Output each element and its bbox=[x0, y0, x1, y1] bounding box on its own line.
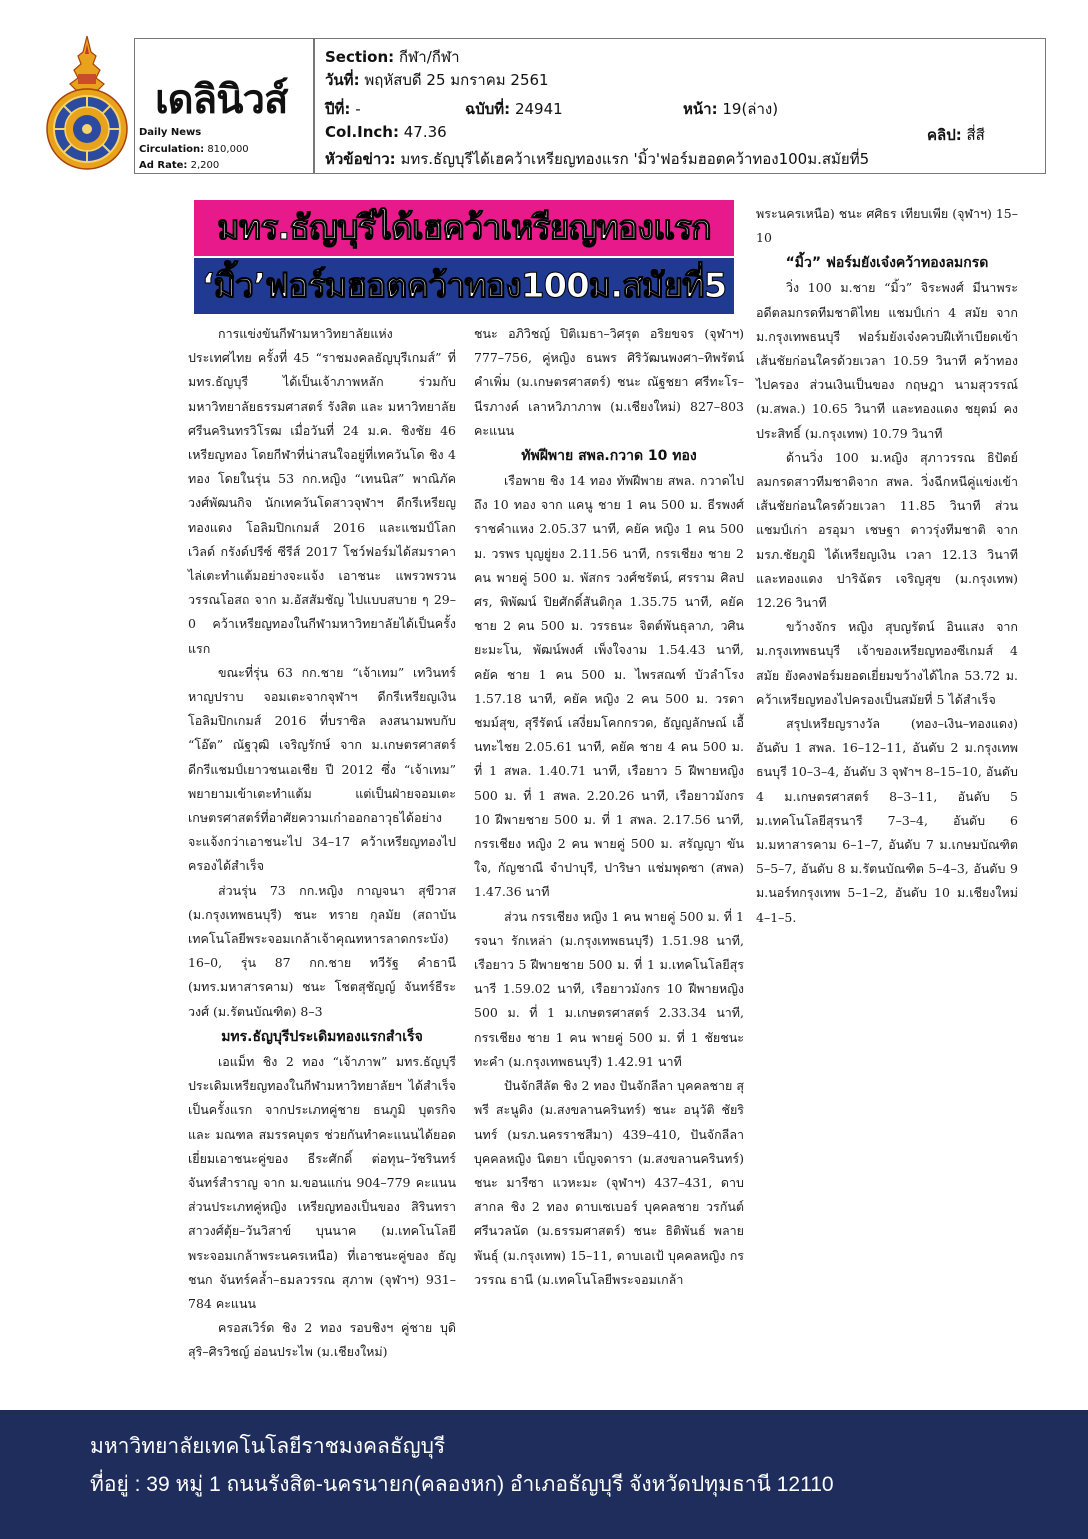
year-value: - bbox=[355, 100, 361, 118]
meta-headline bbox=[325, 147, 869, 171]
issue-label: ฉบับที่: bbox=[465, 100, 511, 118]
paragraph: ชนะ อภิวิชญ์ ปิติเมธา–วิศรุต อริยขจร (จุฬาฯ) 777–756, คู่หญิง ธนพร ศิริวัฒนพงศา–ทิพรัตน์ คำเพิ่ม (ม.เกษตรศาสตร์) ชนะ ณัฐชยา ศรีทะโร–นีรภางค์ เลาหวิภาภาพ (ม.เชียงใหม่) 827–803 คะแนน bbox=[474, 326, 744, 438]
masthead-box bbox=[134, 38, 314, 174]
headline-value: มทร.ธัญบุรีได้เฮคว้าเหรียญทองแรก 'มิ้ว'ฟอร์มฮอตคว้าทอง100ม.สมัยที่5 bbox=[400, 150, 870, 168]
meta-date bbox=[325, 68, 549, 92]
paragraph: ส่วน กรรเชียง หญิง 1 คน พายคู่ 500 ม. ที่ 1 รจนา รักเหล่า (ม.กรุงเทพธนบุรี) 1.51.98 นาที, เรือยาว 5 ฝีพายชาย 500 ม. ที่ 1 ม.เทคโนโลยีสุรนารี 1.59.02 นาที, เรือยาวมังกร 10 ฝีพายหญิง 500 ม. ที่ 1 ม.เกษตรศาสตร์ 2.33.34 นาที, กรรเชียง ชาย 1 คน พายคู่ 500 ม. ที่ 1 ชัยชนะ ทะคำ (ม.กรุงเทพธนบุรี) 1.42.91 นาที bbox=[474, 908, 744, 1069]
article-column-1 bbox=[188, 322, 456, 1365]
meta-year bbox=[325, 97, 361, 121]
circulation-value: 810,000 bbox=[207, 144, 249, 155]
meta-colinch bbox=[325, 123, 447, 141]
meta-issue bbox=[465, 97, 563, 121]
ad-rate-value: 2,200 bbox=[190, 160, 220, 171]
newspaper-brand bbox=[139, 127, 201, 138]
meta-clip bbox=[927, 123, 985, 147]
headline-banner-pink: มทร.ธัญบุรีได้เฮคว้าเหรียญทองแรก bbox=[194, 200, 734, 256]
circulation bbox=[139, 144, 249, 155]
clip-value: สี่สี bbox=[966, 126, 985, 144]
paragraph: วิ่ง 100 ม.ชาย “มิ้ว” จิระพงศ์ มีนาพระ อดีตลมกรดทีมชาติไทย แชมป์เก่า 4 สมัย จาก ม.กรุงเทพธนบุรี ฟอร์มยังเจ๋งควบฝีเท้าเบียดเข้าเส้นชัยก่อนใครด้วยเวลา 10.59 วินาที คว้าทองไปครอง ส่วนเงินเป็นของ กฤษฎา นามสุวรรณ์ (ม.สพล.) 10.65 วินาที และทองแดง ชยุตม์ คงประสิทธิ์ (ม.กรุงเทพ) 10.79 วินาที bbox=[756, 280, 1018, 441]
newspaper-name: เดลินิวส์ bbox=[155, 77, 288, 123]
colinch-value: 47.36 bbox=[403, 123, 447, 141]
paragraph: สรุปเหรียญรางวัล (ทอง–เงิน–ทองแดง) อันดับ 1 สพล. 16–12–11, อันดับ 2 ม.กรุงเทพธนบุรี 10–3–4, อันดับ 3 จุฬาฯ 8–15–10, อันดับ 4 ม.เกษตรศาสตร์ 8–3–11, อันดับ 5 ม.เทคโนโลยีสุรนารี 7–3–4, อันดับ 6 ม.มหาสารคาม 6–1–7, อันดับ 7 ม.เกษมบัณฑิต 5–5–7, อันดับ 8 ม.รัตนบัณฑิต 5–4–3, อันดับ 9 ม.นอร์ทกรุงเทพ 5–1–2, อันดับ 10 ม.เชียงใหม่ 4–1–5. bbox=[756, 716, 1018, 925]
brand-text: Daily News bbox=[139, 127, 202, 138]
article-column-3 bbox=[756, 202, 1018, 930]
subheading: ทัพฝีพาย สพล.กวาด 10 ทอง bbox=[521, 448, 697, 465]
date-label: วันที่: bbox=[325, 71, 360, 89]
ad-rate-label: Ad Rate: bbox=[139, 160, 188, 171]
footer-bar bbox=[0, 1410, 1088, 1539]
issue-value: 24941 bbox=[514, 100, 563, 118]
circulation-label: Circulation: bbox=[139, 144, 205, 155]
paragraph: ปันจักสีลัต ชิง 2 ทอง ปันจักลีลา บุคคลชาย สุพรี สะนูดิง (ม.สงขลานครินทร์) ชนะ อนุวัติ ชัยรินทร์ (มรภ.นครราชสีมา) 439–410, ปันจักลีลา บุคคลหญิง นิตยา เบ็ญจดารา (ม.สงขลานครินทร์) ชนะ มารีซา แวหะมะ (จุฬาฯ) 437–431, ดาบสากล ชิง 2 ทอง ดาบเซเบอร์ บุคคลชาย วรกันต์ ศรีนวลนัด (ม.ธรรมศาสตร์) ชนะ ธิติพันธ์ พลายพันธุ์ (ม.กรุงเทพ) 15–11, ดาบเอเป้ บุคคลหญิง กรวรรณ ธานี (ม.เทคโนโลยีพระจอมเกล้า bbox=[474, 1078, 744, 1287]
clip-label: คลิป: bbox=[927, 126, 962, 144]
paragraph: ด้านวิ่ง 100 ม.หญิง สุภาวรรณ ธิปัตย์ ลมกรดสาวทีมชาติจาก สพล. วิ่งฉีกหนีคู่แข่งเข้าเส้นชัยก่อนใครด้วยเวลา 11.85 วินาที ส่วนแชมป์เก่า อรอุมา เชษฐา ดาวรุ่งทีมชาติ จาก มรภ.ชัยภูมิ ได้เหรียญเงิน เวลา 12.13 วินาที และทองแดง ปาริฉัตร เจริญสุข (ม.กรุงเทพ) 12.26 วินาที bbox=[756, 449, 1018, 611]
paragraph: เรือพาย ชิง 14 ทอง ทัพฝีพาย สพล. กวาดไปถึง 10 ทอง จาก แคนู ชาย 1 คน 500 ม. ธีรพงศ์ ราชคำแหง 2.05.37 นาที, คยัค หญิง 1 คน 500 ม. วรพร บุญยู่ยง 2.11.56 นาที, กรรเชียง ชาย 2 คน พายคู่ 500 ม. พัสกร วงศ์ชรัตน์, ศรราม ศิลปศร, พิพัฒน์ ปิยศักดิ์สันติกุล 1.35.75 นาที, คยัค ชาย 2 คน 500 ม. วรรธนะ จิตต์พันธุลาภ, วศิน ยะมะโน, พัฒน์พงศ์ เพ็งใจงาม 1.54.43 นาที, คยัค ชาย 1 คน 500 ม. ไพรสณฑ์ บัวลำโรง 1.57.18 นาที, คยัค หญิง 2 คน 500 ม. วรดา ชมม์สุข, สุรีรัตน์ เสงี่ยมโคกกรวด, ธัญญลักษณ์ เอื้นทะไชย 2.05.61 นาที, คยัค ชาย 4 คน 500 ม. ที่ 1 สพล. 1.40.71 นาที, เรือยาว 5 ฝีพายหญิง 500 ม. ที่ 1 สพล. 2.20.26 นาที, เรือยาวมังกร 10 ฝีพายชาย 500 ม. ที่ 1 สพล. 2.17.56 นาที, กรรเชียง หญิง 2 คน พายคู่ 500 ม. สรัญญา ขันใจ, กัญชาณี จำปาบุรี, ปาริษา แช่มพุดซา (สพล) 1.47.36 นาที bbox=[474, 473, 744, 900]
paragraph: ส่วนรุ่น 73 กก.หญิง กาญจนา สุขีวาส (ม.กรุงเทพธนบุรี) ชนะ ทราย กุลมัย (สถาบันเทคโนโลยีพระจอมเกล้าเจ้าคุณทหารลาดกระบัง) 16–0, รุ่น 87 กก.ชาย ทวีรัฐ คำธานี (มทร.มหาสารคาม) ชนะ โชตสุชัญญ์ จันทร์ธีระวงศ์ (ม.รัตนบัณฑิต) 8–3 bbox=[188, 882, 456, 1019]
paragraph: ขว้างจักร หญิง สุบญรัตน์ อินแสง จาก ม.กรุงเทพธนบุรี เจ้าของเหรียญทองซีเกมส์ 4 สมัย ยังคงฟอร์มยอดเยี่ยมขว้างได้ไกล 53.72 ม. คว้าเหรียญทองไปครองเป็นสมัยที่ 5 ได้สำเร็จ bbox=[756, 619, 1018, 707]
paragraph: พระนครเหนือ) ชนะ ศศิธร เทียบเพีย (จุฬาฯ) 15–10 bbox=[756, 206, 1018, 246]
paragraph: การแข่งขันกีฬามหาวิทยาลัยแห่งประเทศไทย ครั้งที่ 45 “ราชมงคลธัญบุรีเกมส์” ที่ มทร.ธัญบุรี ได้เป็นเจ้าภาพหลัก ร่วมกับมหาวิทยาลัยธรรมศาสตร์ รังสิต และ มหาวิทยาลัยศรีนครินทรวิโรฒ เมื่อวันที่ 24 ม.ค. ชิงชัย 46 เหรียญทอง โดยกีฬาที่น่าสนใจอยู่ที่เทควันโด ชิง 4 ทอง โดยในรุ่น 53 กก.หญิง “เทนนิส” พาณิภัค วงศ์พัฒนกิจ นักเทควันโดสาวจุฬาฯ ดีกรีเหรียญทองแดง โอลิมปิกเกมส์ 2016 และแชมป์โลก เวิลด์ กรังด์ปรีซ์ ซีรีส์ 2017 โชว์ฟอร์มได้สมราคาไล่เตะทำแต้มอย่างจะแจ้ง เอาชนะ แพรวพรวน วรรณโอสถ จาก ม.อัสสัมชัญ ไปแบบสบาย ๆ 29–0 คว้าเหรียญทองในกีฬามหาวิทยาลัยได้เป็นครั้งแรก bbox=[188, 326, 456, 656]
footer-address: ที่อยู่ : 39 หมู่ 1 ถนนรังสิต-นครนายก(คลองหก) อำเภอธัญบุรี จังหวัดปทุมธานี 12110 bbox=[90, 1473, 834, 1496]
paragraph: ขณะที่รุ่น 63 กก.ชาย “เจ้าเทม” เทวินทร์ หาญปราบ จอมเตะจากจุฬาฯ ดีกรีเหรียญเงินโอลิมปิกเกมส์ 2016 ที่บราซิล ลงสนามพบกับ “โอ๊ต” ณัฐวุฒิ เจริญรักษ์ จาก ม.เกษตรศาสตร์ ดีกรีแชมป์เยาวชนเอเชีย ปี 2012 ซึ่ง “เจ้าเทม” พยายามเข้าเตะทำแต้ม แต่เป็นฝ่ายจอมเตะเกษตรศาสตร์ที่อาศัยความเก๋าออกอาวุธได้อย่างจะแจ้งกว่าเอาชนะไป 34–17 คว้าเหรียญทองไปครองได้สำเร็จ bbox=[188, 664, 456, 874]
meta-page bbox=[683, 97, 778, 121]
meta-section bbox=[325, 45, 460, 69]
headline-label: หัวข้อข่าว: bbox=[325, 150, 396, 168]
ad-rate bbox=[139, 160, 219, 171]
headline-banner-blue: ‘มิ้ว’ฟอร์มฮอตคว้าทอง100ม.สมัยที่5 bbox=[194, 258, 734, 314]
page-label: หน้า: bbox=[683, 100, 718, 118]
subheading: “มิ้ว” ฟอร์มยังเจ๋งคว้าทองลมกรด bbox=[785, 255, 989, 272]
paragraph: เอแม็ท ชิง 2 ทอง “เจ้าภาพ” มทร.ธัญบุรี ประเดิมเหรียญทองในกีฬามหาวิทยาลัยฯ ได้สำเร็จเป็นครั้งแรก จากประเภทคู่ชาย ธนภูมิ บุตรกิจ และ มณฑล สมรรคบุตร ช่วยกันทำคะแนนได้ยอดเยี่ยมเอาชนะคู่ของ ธีระศักดิ์ ต่อทุน–วัชรินทร์ จันทร์สำราญ จาก ม.ขอนแก่น 904–779 คะแนน ส่วนประเภทคู่หญิง เหรียญทองเป็นของ สิรินทรา สาวงศ์ตุ้ย–วันวิสาข์ บุนนาค (ม.เทคโนโลยีพระจอมเกล้าพระนครเหนือ) ที่เอาชนะคู่ของ ธัญชนก จันทร์คล้ำ–ธมลวรรณ สุภาพ (จุฬาฯ) 931–784 คะแนน bbox=[188, 1053, 456, 1311]
article-column-2 bbox=[474, 322, 744, 1292]
section-value: กีฬา/กีฬา bbox=[398, 48, 460, 66]
subheading: มทร.ธัญบุรีประเดิมทองแรกสำเร็จ bbox=[221, 1028, 423, 1045]
rmutt-university-emblem bbox=[38, 34, 136, 172]
date-value: พฤหัสบดี 25 มกราคม 2561 bbox=[364, 71, 549, 89]
colinch-label: Col.Inch: bbox=[325, 123, 399, 141]
page-value: 19(ล่าง) bbox=[722, 100, 779, 118]
year-label: ปีที่: bbox=[325, 100, 351, 118]
paragraph: ครอสเวิร์ด ชิง 2 ทอง รอบชิงฯ คู่ชาย บุดิ สุริ–ศิรวิชญ์ อ่อนประไพ (ม.เชียงใหม่) bbox=[188, 1320, 456, 1360]
section-label: Section: bbox=[325, 48, 395, 66]
footer-university-name: มหาวิทยาลัยเทคโนโลยีราชมงคลธัญบุรี bbox=[90, 1435, 446, 1458]
clipping-meta-box bbox=[314, 38, 1046, 174]
